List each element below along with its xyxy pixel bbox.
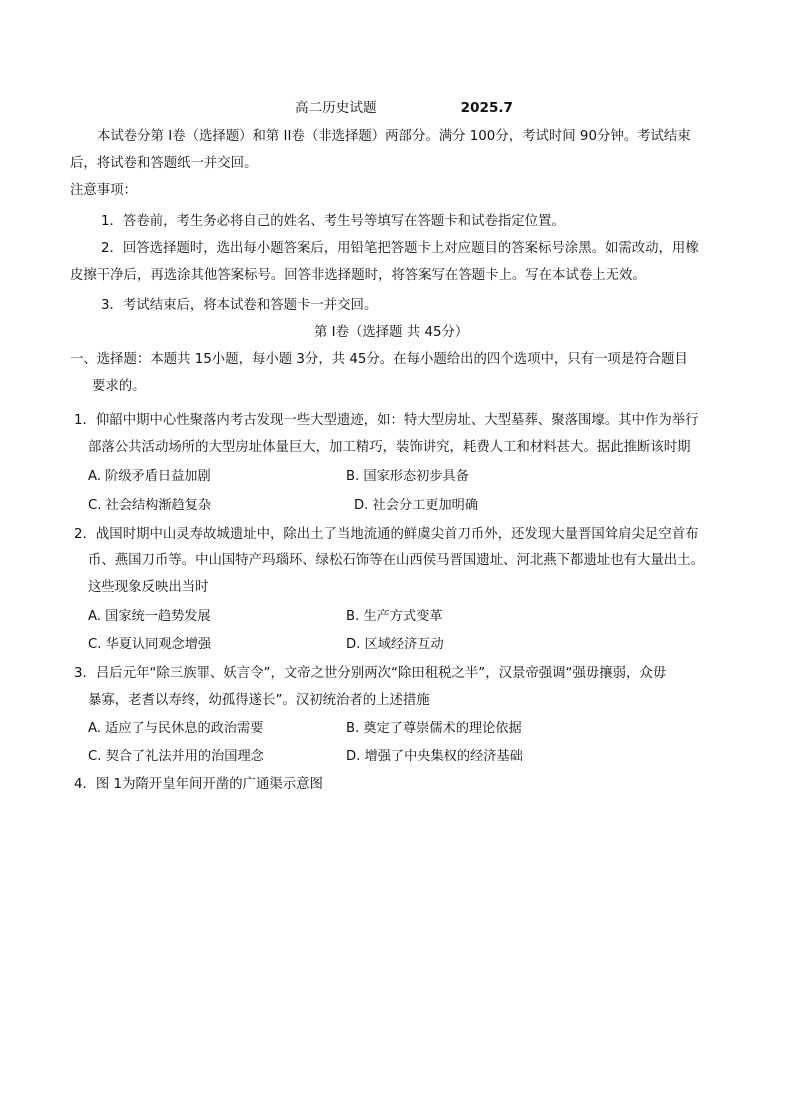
question-1-option-d[interactable]: D. 社会分工更加明确 bbox=[354, 498, 479, 513]
notes-item-2-line-1: 2．回答选择题时，选出每小题答案后，用铅笔把答题卡上对应题目的答案标号涂黑。如需改动，用橡 bbox=[101, 241, 699, 256]
question-2-option-a[interactable]: A. 国家统一趋势发展 bbox=[88, 609, 211, 624]
section-heading: 第 I卷（选择题 共 45分） bbox=[314, 325, 469, 340]
notes-item-3: 3．考试结束后，将本试卷和答题卡一并交回。 bbox=[101, 298, 378, 313]
question-2-option-b[interactable]: B. 生产方式变革 bbox=[346, 609, 443, 624]
question-3-option-a[interactable]: A. 适应了与民休息的政治需要 bbox=[88, 721, 264, 736]
question-1-option-c[interactable]: C. 社会结构渐趋复杂 bbox=[88, 498, 212, 513]
question-3-option-c[interactable]: C. 契合了礼法并用的治国理念 bbox=[88, 749, 264, 764]
question-3-stem-line-2: 暴寡，老耆以寿终，幼孤得遂长”。汉初统治者的上述措施 bbox=[88, 693, 430, 708]
question-3-option-d[interactable]: D. 增强了中央集权的经济基础 bbox=[346, 749, 523, 764]
question-2-stem-line-2: 币、燕国刀币等。中山国特产玛瑙环、绿松石饰等在山西侯马晋国遗址、河北燕下都遗址也有大量出土。 bbox=[88, 553, 704, 568]
question-3-option-b[interactable]: B. 奠定了尊崇儒术的理论依据 bbox=[346, 721, 522, 736]
question-2-stem-line-1: 2．战国时期中山灵寿故城遗址中，除出土了当地流通的鲜虞尖首刀币外，还发现大量晋国耸肩尖足空首布 bbox=[74, 527, 699, 542]
exam-title bbox=[295, 99, 513, 117]
question-1-option-a[interactable]: A. 阶级矛盾日益加剧 bbox=[88, 469, 211, 484]
section-instruction-line-1: 一、选择题：本题共 15小题，每小题 3分，共 45分。在每小题给出的四个选项中，只有一项是符合题目 bbox=[70, 352, 688, 367]
notes-heading: 注意事项： bbox=[70, 183, 137, 198]
question-1-stem-line-2: 部落公共活动场所的大型房址体量巨大，加工精巧，装饰讲究，耗费人工和材料甚大。据此推断该时期 bbox=[88, 440, 691, 455]
question-1-option-b[interactable]: B. 国家形态初步具备 bbox=[346, 469, 469, 484]
question-3-stem-line-1: 3．吕后元年“除三族罪、妖言令”，文帝之世分别两次“除田租税之半”，汉景帝强调“强毋攘弱，众毋 bbox=[74, 666, 667, 681]
exam-title-text: 高二历史试题 bbox=[295, 100, 377, 116]
question-2-stem-line-3: 这些现象反映出当时 bbox=[88, 580, 209, 595]
question-2-option-d[interactable]: D. 区域经济互动 bbox=[346, 637, 444, 652]
notes-item-2-line-2: 皮擦干净后，再选涂其他答案标号。回答非选择题时，将答案写在答题卡上。写在本试卷上无效。 bbox=[70, 268, 646, 283]
exam-date: 2025.7 bbox=[460, 100, 514, 116]
section-instruction-line-2: 要求的。 bbox=[92, 379, 146, 394]
intro-line-1: 本试卷分第 I卷（选择题）和第 II卷（非选择题）两部分。满分 100分，考试时间 90分钟。考试结束 bbox=[97, 129, 691, 144]
question-4-stem-line-1: 4．图 1为隋开皇年间开凿的广通渠示意图 bbox=[74, 777, 323, 792]
question-2-option-c[interactable]: C. 华夏认同观念增强 bbox=[88, 637, 212, 652]
intro-line-2: 后，将试卷和答题纸一并交回。 bbox=[70, 156, 258, 171]
question-1-stem-line-1: 1．仰韶中期中心性聚落内考古发现一些大型遗迹，如：特大型房址、大型墓葬、聚落围壕。其中作为举行 bbox=[74, 413, 699, 428]
notes-item-1: 1．答卷前，考生务必将自己的姓名、考生号等填写在答题卡和试卷指定位置。 bbox=[101, 214, 565, 229]
